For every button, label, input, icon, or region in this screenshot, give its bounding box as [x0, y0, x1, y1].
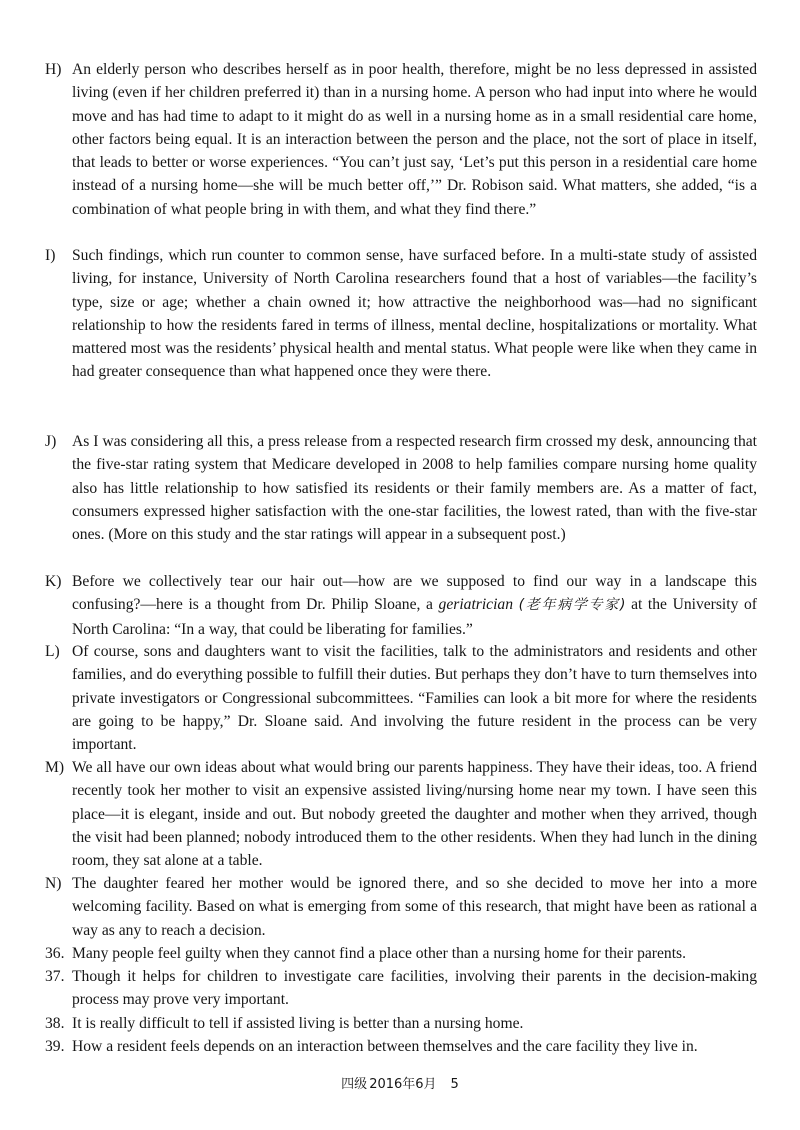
paragraph-k — [45, 570, 757, 640]
paragraph-i — [45, 244, 757, 430]
paragraph-m — [45, 756, 757, 872]
paragraph-text: Of course, sons and daughters want to visit the facilities, talk to the administrators and residents and other families, and do everything possible to fulfill their duties. But perhaps they don’t have to turn themselves into private investigators or Congressional subcommittees. “Families can look a bit more for where the residents are going to be happy,” Dr. Sloane said. And involving the future resident in the process can be very important. — [72, 643, 757, 754]
footer-date: 2016年6月 — [369, 1077, 437, 1092]
question-number: 39. — [45, 1038, 65, 1055]
question-36 — [45, 942, 757, 965]
question-text: Many people feel guilty when they cannot find a place other than a nursing home for their parents. — [72, 945, 687, 962]
paragraph-text: An elderly person who describes herself as in poor health, therefore, might be no less depressed in assisted living (even if her children preferred it) than in a nursing home. A person who had input into where he would move and has had time to adapt to it might do as well in a nursing home as in a small residential care home, other factors being equal. It is an interaction between the person and the place, not the sort of place in itself, that leads to better or worse experiences. “You can’t just say, ‘Let’s put this person in a residential care home instead of a nursing home—she will be much better off,’” Dr. Robison said. What matters, she added, “is a combination of what people bring in with them, and what they find there.” — [72, 61, 757, 218]
paragraph-text-after: at the University of North Carolina: “In a way, that could be liberating for families.” — [72, 596, 757, 638]
paragraph-text: We all have our own ideas about what would bring our parents happiness. They have their ideas, too. A friend recently took her mother to visit an expensive assisted living/nursing home near my town. I have seen this place—it is elegant, inside and out. But nobody greeted the daughter and mother when they arrived, though the visit had been planned; nobody introduced them to the other residents. When they had lunch in the dining room, they sat alone at a table. — [72, 759, 757, 870]
paragraph-label: I) — [45, 247, 56, 264]
question-text: It is really difficult to tell if assisted living is better than a nursing home. — [72, 1015, 524, 1032]
question-37 — [45, 965, 757, 1012]
paragraph-label: J) — [45, 433, 57, 450]
paragraph-label: K) — [45, 573, 62, 590]
paragraph-text: Such findings, which run counter to common sense, have surfaced before. In a multi-state study of assisted living, for instance, University of North Carolina researchers found that a host of variables—the facility’s type, size or age; whether a chain owned it; how attractive the neighborhood was—had no significant relationship to how the residents fared in terms of illness, mental decline, hospitalizations or mortality. What mattered most was the residents’ physical health and mental status. What people were like when they came in had greater consequence than what happened once they were there. — [72, 247, 757, 381]
paragraph-text: As I was considering all this, a press release from a respected research firm crossed my desk, announcing that the five-star rating system that Medicare developed in 2008 to help families compare nursing home quality also has little relationship to how satisfied its residents or their family members are. As a matter of fact, consumers expressed higher satisfaction with the one-star facilities, the lowest rated, than with the five-star ones. (More on this study and the star ratings will appear in a subsequent post.) — [72, 433, 757, 544]
question-number: 37. — [45, 968, 65, 985]
term-gloss: (老年病学专家) — [518, 597, 626, 614]
question-text: How a resident feels depends on an interaction between themselves and the care facility they live in. — [72, 1038, 698, 1055]
paragraph-text — [72, 570, 757, 640]
paragraph-h — [45, 58, 757, 244]
passage-content — [45, 58, 757, 1058]
paragraph-n — [45, 872, 757, 942]
footer-level: 四级 — [341, 1077, 368, 1092]
question-38 — [45, 1012, 757, 1035]
footer-page-number: 5 — [450, 1077, 459, 1092]
term-geriatrician: geriatrician — [438, 596, 514, 614]
paragraph-j — [45, 430, 757, 570]
paragraph-label: L) — [45, 643, 60, 660]
question-39 — [45, 1035, 757, 1058]
question-number: 36. — [45, 945, 65, 962]
page-footer — [0, 1073, 800, 1096]
paragraph-label: H) — [45, 61, 62, 78]
question-text: Though it helps for children to investigate care facilities, involving their parents in the decision-making process may prove very important. — [72, 968, 757, 1009]
paragraph-label: N) — [45, 875, 62, 892]
paragraph-label: M) — [45, 759, 65, 776]
paragraph-text: The daughter feared her mother would be ignored there, and so she decided to move her into a more welcoming facility. Based on what is emerging from some of this research, that might have been as rational a way as any to reach a decision. — [72, 875, 757, 939]
paragraph-l — [45, 640, 757, 756]
paragraph-text-before: Before we collectively tear our hair out—how are we supposed to find our way in a landscape this confusing?—here is a thought from Dr. Philip Sloane, a — [72, 573, 757, 614]
question-number: 38. — [45, 1015, 65, 1032]
